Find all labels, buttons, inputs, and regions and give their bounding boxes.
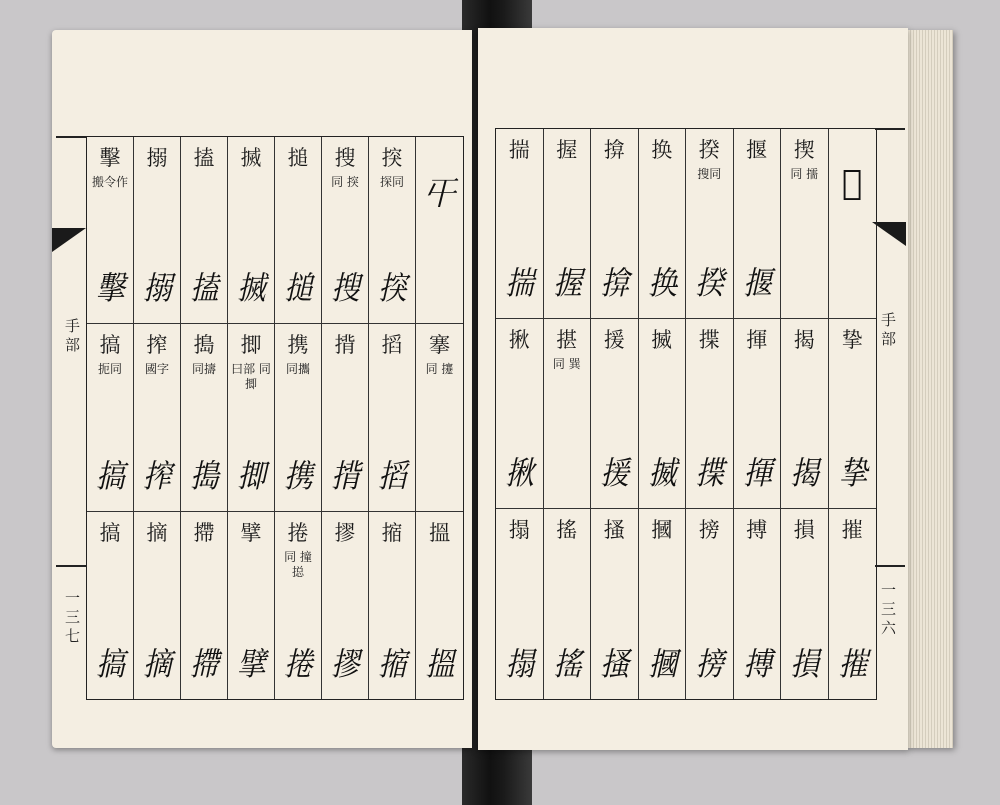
headword: 揲	[698, 328, 720, 352]
headword: 摍	[381, 520, 403, 545]
seal-script-glyph: 搯	[378, 456, 406, 495]
character-cell	[322, 137, 369, 324]
character-cell	[275, 512, 322, 699]
character-cell	[228, 324, 275, 511]
headword: 揳	[793, 138, 815, 162]
variant-note: 曰部 同揤	[231, 362, 271, 392]
character-cell	[416, 137, 463, 324]
headword: 揬	[381, 146, 403, 170]
character-cell	[369, 324, 416, 511]
variant-note: 搜同	[697, 167, 722, 182]
headword: 揆	[698, 138, 720, 162]
right-page-number: 一三六	[879, 582, 897, 639]
headword: 搵	[429, 520, 450, 545]
headword: 搞	[99, 520, 121, 545]
character-cell	[369, 512, 416, 699]
right-section-label: 手部	[879, 312, 897, 350]
headword: 揹	[334, 333, 356, 358]
headword: 摎	[334, 520, 356, 545]
seal-script-glyph: 揭	[790, 454, 819, 492]
character-cell	[496, 129, 544, 319]
character-cell	[322, 512, 369, 699]
character-cell	[228, 137, 275, 324]
seal-script-glyph: 揮	[742, 454, 771, 492]
headword: 携	[287, 333, 309, 358]
headword: 搨	[508, 518, 530, 542]
seal-script-glyph: 揆	[695, 264, 724, 302]
character-cell	[686, 319, 734, 509]
seal-script-glyph: 搖	[552, 645, 581, 683]
right-top-rule	[875, 128, 905, 130]
variant-note: 同 揬	[331, 175, 359, 190]
seal-script-glyph: 揲	[695, 454, 724, 492]
headword: 搴	[429, 333, 450, 358]
character-cell	[544, 319, 592, 509]
variant-note: 國字	[144, 362, 169, 377]
headword: 揠	[746, 138, 768, 162]
character-cell	[781, 129, 829, 319]
right-thumb-tab	[872, 222, 906, 246]
seal-script-glyph: 搾	[143, 456, 171, 495]
seal-script-glyph: 搕	[190, 269, 218, 308]
seal-script-glyph: 揠	[742, 264, 771, 302]
headword: 搾	[146, 333, 168, 358]
seal-script-glyph: 摧	[838, 645, 867, 683]
character-cell	[781, 509, 829, 699]
seal-script-glyph: 揻	[647, 454, 676, 492]
seal-script-glyph: 擘	[237, 644, 265, 683]
variant-note: 扼同	[97, 362, 122, 377]
headword: 搜	[334, 146, 356, 170]
variant-note: 探同	[379, 175, 404, 190]
seal-script-glyph: 携	[284, 456, 312, 495]
variant-note: 同攜	[285, 362, 310, 377]
seal-script-glyph: 𨛜	[842, 163, 863, 203]
seal-script-glyph: 搵	[425, 644, 454, 683]
character-cell	[591, 509, 639, 699]
character-cell	[591, 319, 639, 509]
character-cell	[181, 512, 228, 699]
seal-script-glyph: 搗	[190, 456, 218, 495]
headword: 援	[603, 328, 625, 352]
left-character-grid	[86, 136, 464, 700]
seal-script-glyph: 换	[647, 264, 676, 302]
character-cell	[87, 512, 134, 699]
headword: 捲	[287, 520, 309, 545]
seal-script-glyph: 揬	[378, 269, 406, 308]
seal-script-glyph: 揹	[331, 456, 359, 495]
seal-script-glyph: 揤	[237, 456, 265, 495]
character-cell	[322, 324, 369, 511]
headword: 摑	[651, 518, 673, 542]
headword: 揮	[746, 328, 768, 352]
character-cell	[829, 129, 877, 319]
character-cell	[591, 129, 639, 319]
seal-script-glyph: 擊	[96, 269, 124, 308]
character-cell	[275, 324, 322, 511]
seal-script-glyph: 損	[790, 645, 819, 683]
left-mid-rule	[56, 565, 86, 567]
character-cell	[87, 324, 134, 511]
character-cell	[781, 319, 829, 509]
headword: 摘	[146, 520, 168, 545]
character-cell	[734, 129, 782, 319]
seal-script-glyph: 摕	[190, 644, 218, 683]
left-section-label: 手部	[63, 318, 81, 356]
headword: 揣	[508, 138, 530, 162]
headword: 揤	[240, 333, 262, 358]
seal-script-glyph: 援	[600, 454, 629, 492]
headword: 損	[793, 518, 815, 542]
character-cell	[686, 129, 734, 319]
character-cell	[134, 512, 181, 699]
seal-script-glyph: 摘	[143, 644, 171, 683]
headword: 搏	[746, 518, 768, 542]
variant-note: 同 擩	[790, 167, 819, 182]
seal-script-glyph: 搦	[143, 269, 171, 308]
character-cell	[416, 512, 463, 699]
character-cell	[734, 319, 782, 509]
headword: 握	[556, 138, 578, 162]
seal-script-glyph: 揜	[600, 264, 629, 302]
headword: 搔	[603, 518, 625, 542]
variant-note: 同 巽	[552, 357, 581, 372]
character-cell	[181, 324, 228, 511]
headword: 搦	[146, 146, 168, 170]
variant-note: 同 攓	[425, 362, 454, 377]
variant-note: 同 撞 搃	[284, 549, 312, 579]
headword: 搯	[381, 333, 403, 358]
character-cell	[275, 137, 322, 324]
headword: 搒	[698, 518, 720, 542]
seal-script-glyph: 挚	[838, 454, 867, 492]
headword: 搞	[99, 333, 121, 358]
headword: 揪	[508, 328, 530, 352]
seal-script-glyph: 搞	[96, 644, 124, 683]
left-thumb-tab	[52, 228, 86, 252]
character-cell	[228, 512, 275, 699]
headword: 揻	[651, 328, 673, 352]
left-top-rule	[56, 136, 86, 138]
seal-script-glyph: 摍	[378, 644, 406, 683]
headword: 擘	[240, 520, 262, 545]
character-cell	[639, 509, 687, 699]
seal-script-glyph: 搣	[237, 269, 265, 308]
headword: 搥	[287, 146, 309, 170]
headword: 搕	[193, 146, 215, 170]
headword: 搣	[240, 146, 262, 170]
character-cell	[496, 319, 544, 509]
character-cell	[829, 509, 877, 699]
seal-script-glyph: 摎	[331, 644, 359, 683]
seal-script-glyph: 摑	[647, 645, 676, 683]
headword: 搖	[556, 518, 578, 542]
seal-script-glyph: 揪	[505, 454, 534, 492]
seal-script-glyph: 搏	[742, 645, 771, 683]
character-cell	[639, 129, 687, 319]
character-cell	[686, 509, 734, 699]
headword: 挚	[841, 328, 863, 352]
character-cell	[416, 324, 463, 511]
character-cell	[829, 319, 877, 509]
seal-script-glyph: 握	[552, 264, 581, 302]
seal-script-glyph: 搜	[331, 269, 359, 308]
left-page-number: 一三七	[63, 590, 81, 647]
character-cell	[134, 324, 181, 511]
character-cell	[87, 137, 134, 324]
headword: 揜	[603, 138, 625, 162]
seal-script-glyph: 𡕒	[422, 174, 457, 214]
character-cell	[181, 137, 228, 324]
variant-note: 搬令作	[91, 175, 128, 190]
seal-script-glyph: 捲	[284, 644, 312, 683]
headword: 摕	[193, 520, 215, 545]
character-cell	[639, 319, 687, 509]
headword: 揭	[793, 328, 815, 352]
character-cell	[134, 137, 181, 324]
seal-script-glyph: 揣	[505, 264, 534, 302]
seal-script-glyph: 搔	[600, 645, 629, 683]
headword: 揕	[556, 328, 578, 352]
seal-script-glyph: 搒	[695, 645, 724, 683]
character-cell	[544, 129, 592, 319]
headword: 换	[651, 138, 673, 162]
page-edges	[905, 30, 953, 748]
headword: 擊	[99, 146, 121, 170]
headword: 摧	[841, 518, 863, 542]
headword: 搗	[193, 333, 215, 358]
character-cell	[496, 509, 544, 699]
character-cell	[369, 137, 416, 324]
seal-script-glyph: 搥	[284, 269, 312, 308]
seal-script-glyph: 搞	[96, 456, 124, 495]
character-cell	[544, 509, 592, 699]
seal-script-glyph: 搨	[505, 645, 534, 683]
character-cell	[734, 509, 782, 699]
right-mid-rule	[875, 565, 905, 567]
variant-note: 同擣	[191, 362, 216, 377]
right-character-grid	[495, 128, 877, 700]
